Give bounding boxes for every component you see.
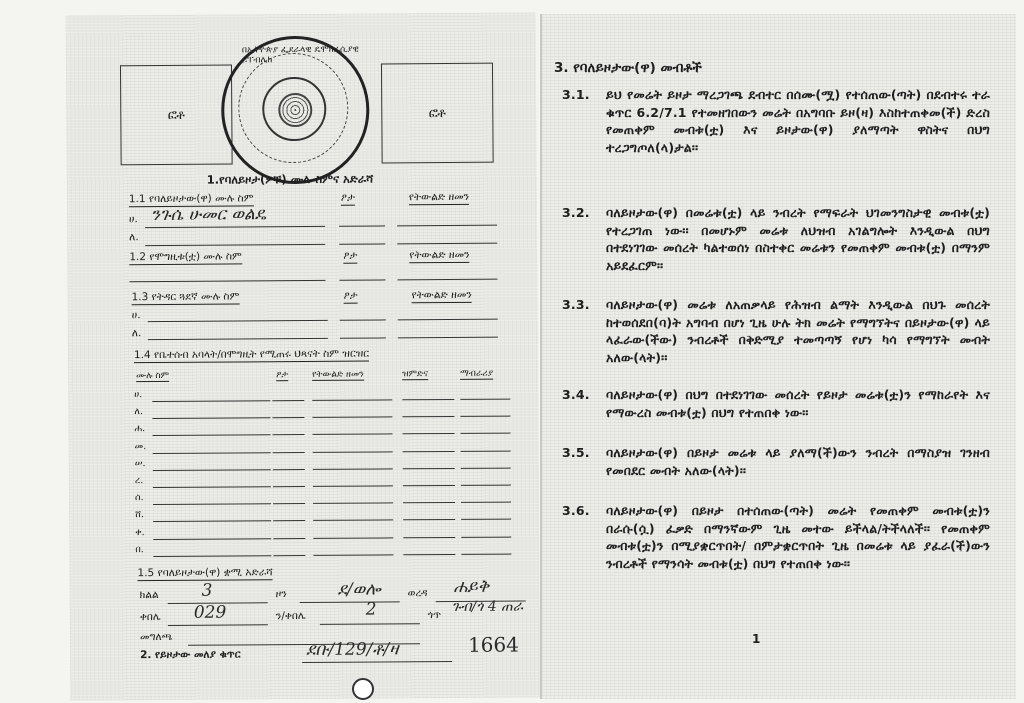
paragraph-text: ባለይዞታው(ዋ) በህግ በተደነገገው መሰረት የይዞታ መሬቱ(ቷ)ን የማከራየት እና የማውረስ መብቱ(ቷ) በህግ የተጠበቀ ነው፡፡ bbox=[606, 387, 990, 420]
official-stamp bbox=[221, 36, 370, 185]
rights-heading: 3. የባለይዞታው(ዋ) መብቶች bbox=[554, 60, 702, 76]
table-cell-line bbox=[153, 452, 271, 454]
addr-subkebele-value: 2 bbox=[365, 599, 377, 620]
section1-title: 1.የባለይዞታ(ዎቹ) ሙሉ ስምና አድራሻ bbox=[206, 171, 374, 187]
table-cell-line bbox=[313, 537, 393, 539]
table-header-remark: ማብራሪያ bbox=[460, 368, 494, 379]
addr-zone-label: ዞን bbox=[275, 588, 287, 601]
table-header-sex: ፆታ bbox=[276, 370, 289, 381]
row1-2-label: 1.2 የሞግዚቱ(ቷ) ሙሉ ስም bbox=[129, 250, 242, 264]
addr-kebele-label: ቀበሌ bbox=[139, 611, 161, 624]
table-cell-line bbox=[403, 519, 455, 520]
table-cell-line bbox=[461, 485, 511, 486]
table-cell-line bbox=[153, 555, 271, 557]
table-cell-line bbox=[153, 521, 271, 523]
table-cell-line bbox=[403, 468, 455, 469]
addr-subkebele-label: ን/ቀበሌ bbox=[275, 609, 306, 623]
table-row-letter: ለ. bbox=[134, 406, 144, 418]
table-cell-line bbox=[313, 468, 393, 470]
table-cell-line bbox=[461, 519, 511, 520]
table-cell-line bbox=[461, 553, 511, 554]
table-cell-line bbox=[313, 520, 393, 522]
row1-1-letter-b: ለ. bbox=[129, 231, 139, 244]
table-row-letter: ሀ. bbox=[134, 389, 143, 401]
row1-3-sex: ፆታ bbox=[343, 289, 358, 302]
paragraph-text: ባለይዞታው(ዋ) በመሬቱ(ቷ) ላይ ንብረት የማፍራት ህገመንግስታዊ መብቱ(ቷ) የተረጋገጠ ነው፡፡ በመሆኑም መሬቱ ለህዝብ አገልግሎት እንዲውል በህግ በተደነገገው መሰረት ካልተወሰነ በስተቀር መሬቱን የመጠቀም መብቱ(ቷ) በማንም አይደፈርም፡፡ bbox=[606, 205, 990, 273]
paragraph-text: ባለይዞታው(ዋ) መሬቱ ለአጠቃላይ የሕዝብ ልማት እንዲውል በህጉ መሰረት ከተወሰደበ(ባ)ት አግባብ በሆነ ጊዜ ሁሉ ትክ መሬት የማግኘትና በይዞታው(ዋ) ላይ ላፈራው(ችው) ንብረቶች በቅድሚያ ተመጣጣኝ የሆነ ካሳ የማግኘት መብት አለው(ላት)፡፡ bbox=[606, 297, 990, 365]
table-header-birth: የትውልድ ዘመን bbox=[312, 369, 364, 380]
photo-box-right bbox=[381, 63, 494, 164]
photo-label-left: ፎቶ bbox=[167, 107, 185, 123]
punch-hole bbox=[352, 678, 374, 700]
table-row-letter: ሐ. bbox=[134, 423, 146, 435]
table-row-letter: ቀ. bbox=[135, 526, 145, 538]
addr-region-label: ክልል bbox=[139, 589, 159, 602]
table-cell-line bbox=[461, 467, 511, 468]
table-cell-line bbox=[312, 399, 392, 401]
addr-description-label: መግለጫ bbox=[139, 630, 173, 644]
table-cell-line bbox=[313, 503, 393, 505]
addr-woreda-label: ወረዳ bbox=[407, 587, 428, 600]
paragraph-text: ይህ የመሬት ይዞታ ማረጋገጫ ደብተር በሰሙ(ሟ) የተሰጠው(ጣት) በደብተሩ ተራ ቁጥር 6.2/7.1 የተመዘገበውን መሬት በአግባቡ ይዞ(ዛ) እስከተጠቀመ(ች) ድረስ የመጠቀም መብቱ(ቷ) እና ይዞታው(ዋ) ያለማጣት ዋስትና በህግ ተረጋግጦለ(ላ)ታል፡፡ bbox=[606, 87, 990, 155]
table-cell-line bbox=[273, 555, 305, 556]
table-cell-line bbox=[153, 469, 271, 471]
table-header-relation: ዝምድና bbox=[402, 369, 429, 380]
paragraph-number: 3.6. bbox=[562, 503, 590, 518]
paragraph-number: 3.2. bbox=[562, 205, 590, 220]
table-cell-line bbox=[273, 469, 305, 470]
table-cell-line bbox=[273, 452, 305, 453]
table-cell-line bbox=[273, 503, 305, 504]
addr-got-value: ጉብ/ጎ 4 ጠራ bbox=[451, 598, 523, 615]
table-cell-line bbox=[403, 485, 455, 486]
table-cell-line bbox=[152, 417, 270, 419]
addr-got-label: ጎጥ bbox=[427, 609, 442, 622]
table-row-letter: ሠ. bbox=[134, 457, 146, 469]
left-page bbox=[66, 12, 541, 700]
row1-4-title: 1.4 የቤተሰብ አባላት/በሞግዚት የሚጠሩ ህጻናት ስም ዝርዝር bbox=[133, 347, 370, 362]
stamp-text: በኢትዮጵያ ፌደራላዊ ዴሞክራሲያዊ ሪፐብሊክ bbox=[241, 44, 359, 66]
table-cell-line bbox=[313, 554, 393, 556]
table-cell-line bbox=[461, 450, 511, 451]
table-cell-line bbox=[460, 416, 510, 417]
table-cell-line bbox=[403, 433, 455, 434]
table-cell-line bbox=[461, 433, 511, 434]
table-cell-line bbox=[460, 399, 510, 400]
table-row-letter: መ. bbox=[134, 440, 147, 452]
table-cell-line bbox=[313, 434, 393, 436]
table-cell-line bbox=[152, 400, 270, 402]
table-cell-line bbox=[403, 502, 455, 503]
photo-label-right: ፎቶ bbox=[428, 105, 446, 121]
paragraph-text: ባለይዞታው(ዋ) በይዞታ በተሰጠው(ጣት) መሬት የመጠቀም መብቱ(ቷ)ን በራሱ(ሷ) ፈቃድ በማንኛውም ጊዜ መተው ይችላል/ትችላለች፡፡ የመጠቀም መብቱ(ቷ)ን በሚያቋርጥበት/ በምታቋርጥበት ጊዜ በመሬቱ ላይ ያፈራ(ች)ውን ንብረቶች የማንሳት መብቱ(ቷ) በህግ የተጠበቀ ነው፡፡ bbox=[606, 503, 990, 571]
row1-3-birth: የትውልድ ዘመን bbox=[411, 288, 472, 302]
table-cell-line bbox=[403, 554, 455, 555]
paragraph-text: ባለይዞታው(ዋ) በይዞታ መሬቱ ላይ ያለማ(ች)ውን ንብረት በማስያዝ ገንዘብ የመበደር መብት አለው(ላት)፡፡ bbox=[606, 445, 990, 478]
paragraph-number: 3.1. bbox=[562, 87, 590, 102]
page-number: 1 bbox=[752, 632, 761, 646]
section2-label: 2. የይዞታው መለያ ቁጥር bbox=[140, 648, 241, 662]
photo-box-left bbox=[120, 64, 233, 165]
table-cell-line bbox=[153, 503, 271, 505]
holding-number: 1664 bbox=[467, 632, 520, 657]
row1-1-birth: የትውልድ ዘመን bbox=[408, 190, 470, 204]
table-row-letter: ሸ. bbox=[135, 509, 145, 521]
row1-2-sex: ፆታ bbox=[343, 249, 358, 262]
table-cell-line bbox=[153, 486, 271, 488]
addr-woreda-value: ሐይቅ bbox=[453, 576, 490, 597]
row1-3-letter-a: ሀ. bbox=[131, 309, 141, 322]
table-cell-line bbox=[273, 486, 305, 487]
table-cell-line bbox=[313, 451, 393, 453]
table-cell-line bbox=[312, 417, 392, 419]
table-row-letter: በ. bbox=[135, 543, 144, 555]
paragraph-number: 3.5. bbox=[562, 445, 590, 460]
row1-2-birth: የትውልድ ዘመን bbox=[409, 248, 470, 262]
table-cell-line bbox=[273, 538, 305, 539]
addr-zone-value: ደ/ወሎ bbox=[337, 579, 381, 600]
table-cell-line bbox=[153, 435, 271, 437]
row1-1-letter-a: ሀ. bbox=[128, 213, 138, 226]
table-row-letter: ሰ. bbox=[134, 492, 144, 504]
table-cell-line bbox=[313, 485, 393, 487]
table-cell-line bbox=[461, 536, 511, 537]
addr-kebele-value: 029 bbox=[193, 602, 227, 623]
paragraph-number: 3.3. bbox=[562, 297, 590, 312]
section1-5-title: 1.5 የባለይዞታው(ዋ) ቋሚ አድራሻ bbox=[137, 566, 273, 580]
table-header-name: ሙሉ ስም bbox=[136, 370, 170, 382]
row1-3-label: 1.3 የትዳር ጓደኛ ሙሉ ስም bbox=[131, 290, 240, 304]
table-cell-line bbox=[403, 451, 455, 452]
table-cell-line bbox=[402, 399, 454, 400]
emblem-icon bbox=[278, 93, 312, 127]
table-cell-line bbox=[153, 538, 271, 540]
table-cell-line bbox=[272, 400, 304, 401]
right-page bbox=[540, 14, 1016, 699]
row1-1-sex: ፆታ bbox=[340, 191, 355, 204]
owner-name-handwritten: ንጉሴ ሁመር ወልዴ bbox=[150, 204, 267, 226]
table-cell-line bbox=[403, 537, 455, 538]
table-cell-line bbox=[272, 417, 304, 418]
holding-id-value: ደቡ/129/ቶ/ዛ bbox=[305, 639, 399, 660]
table-cell-line bbox=[461, 502, 511, 503]
row1-1-label: 1.1 የባለይዞታው(ዋ) ሙሉ ስም bbox=[128, 192, 254, 206]
paragraph-number: 3.4. bbox=[562, 387, 590, 402]
table-row-letter: ረ. bbox=[134, 475, 144, 487]
row1-3-letter-b: ለ. bbox=[131, 327, 142, 340]
table-cell-line bbox=[273, 434, 305, 435]
addr-region-value: 3 bbox=[201, 580, 213, 601]
table-cell-line bbox=[402, 416, 454, 417]
table-cell-line bbox=[273, 520, 305, 521]
